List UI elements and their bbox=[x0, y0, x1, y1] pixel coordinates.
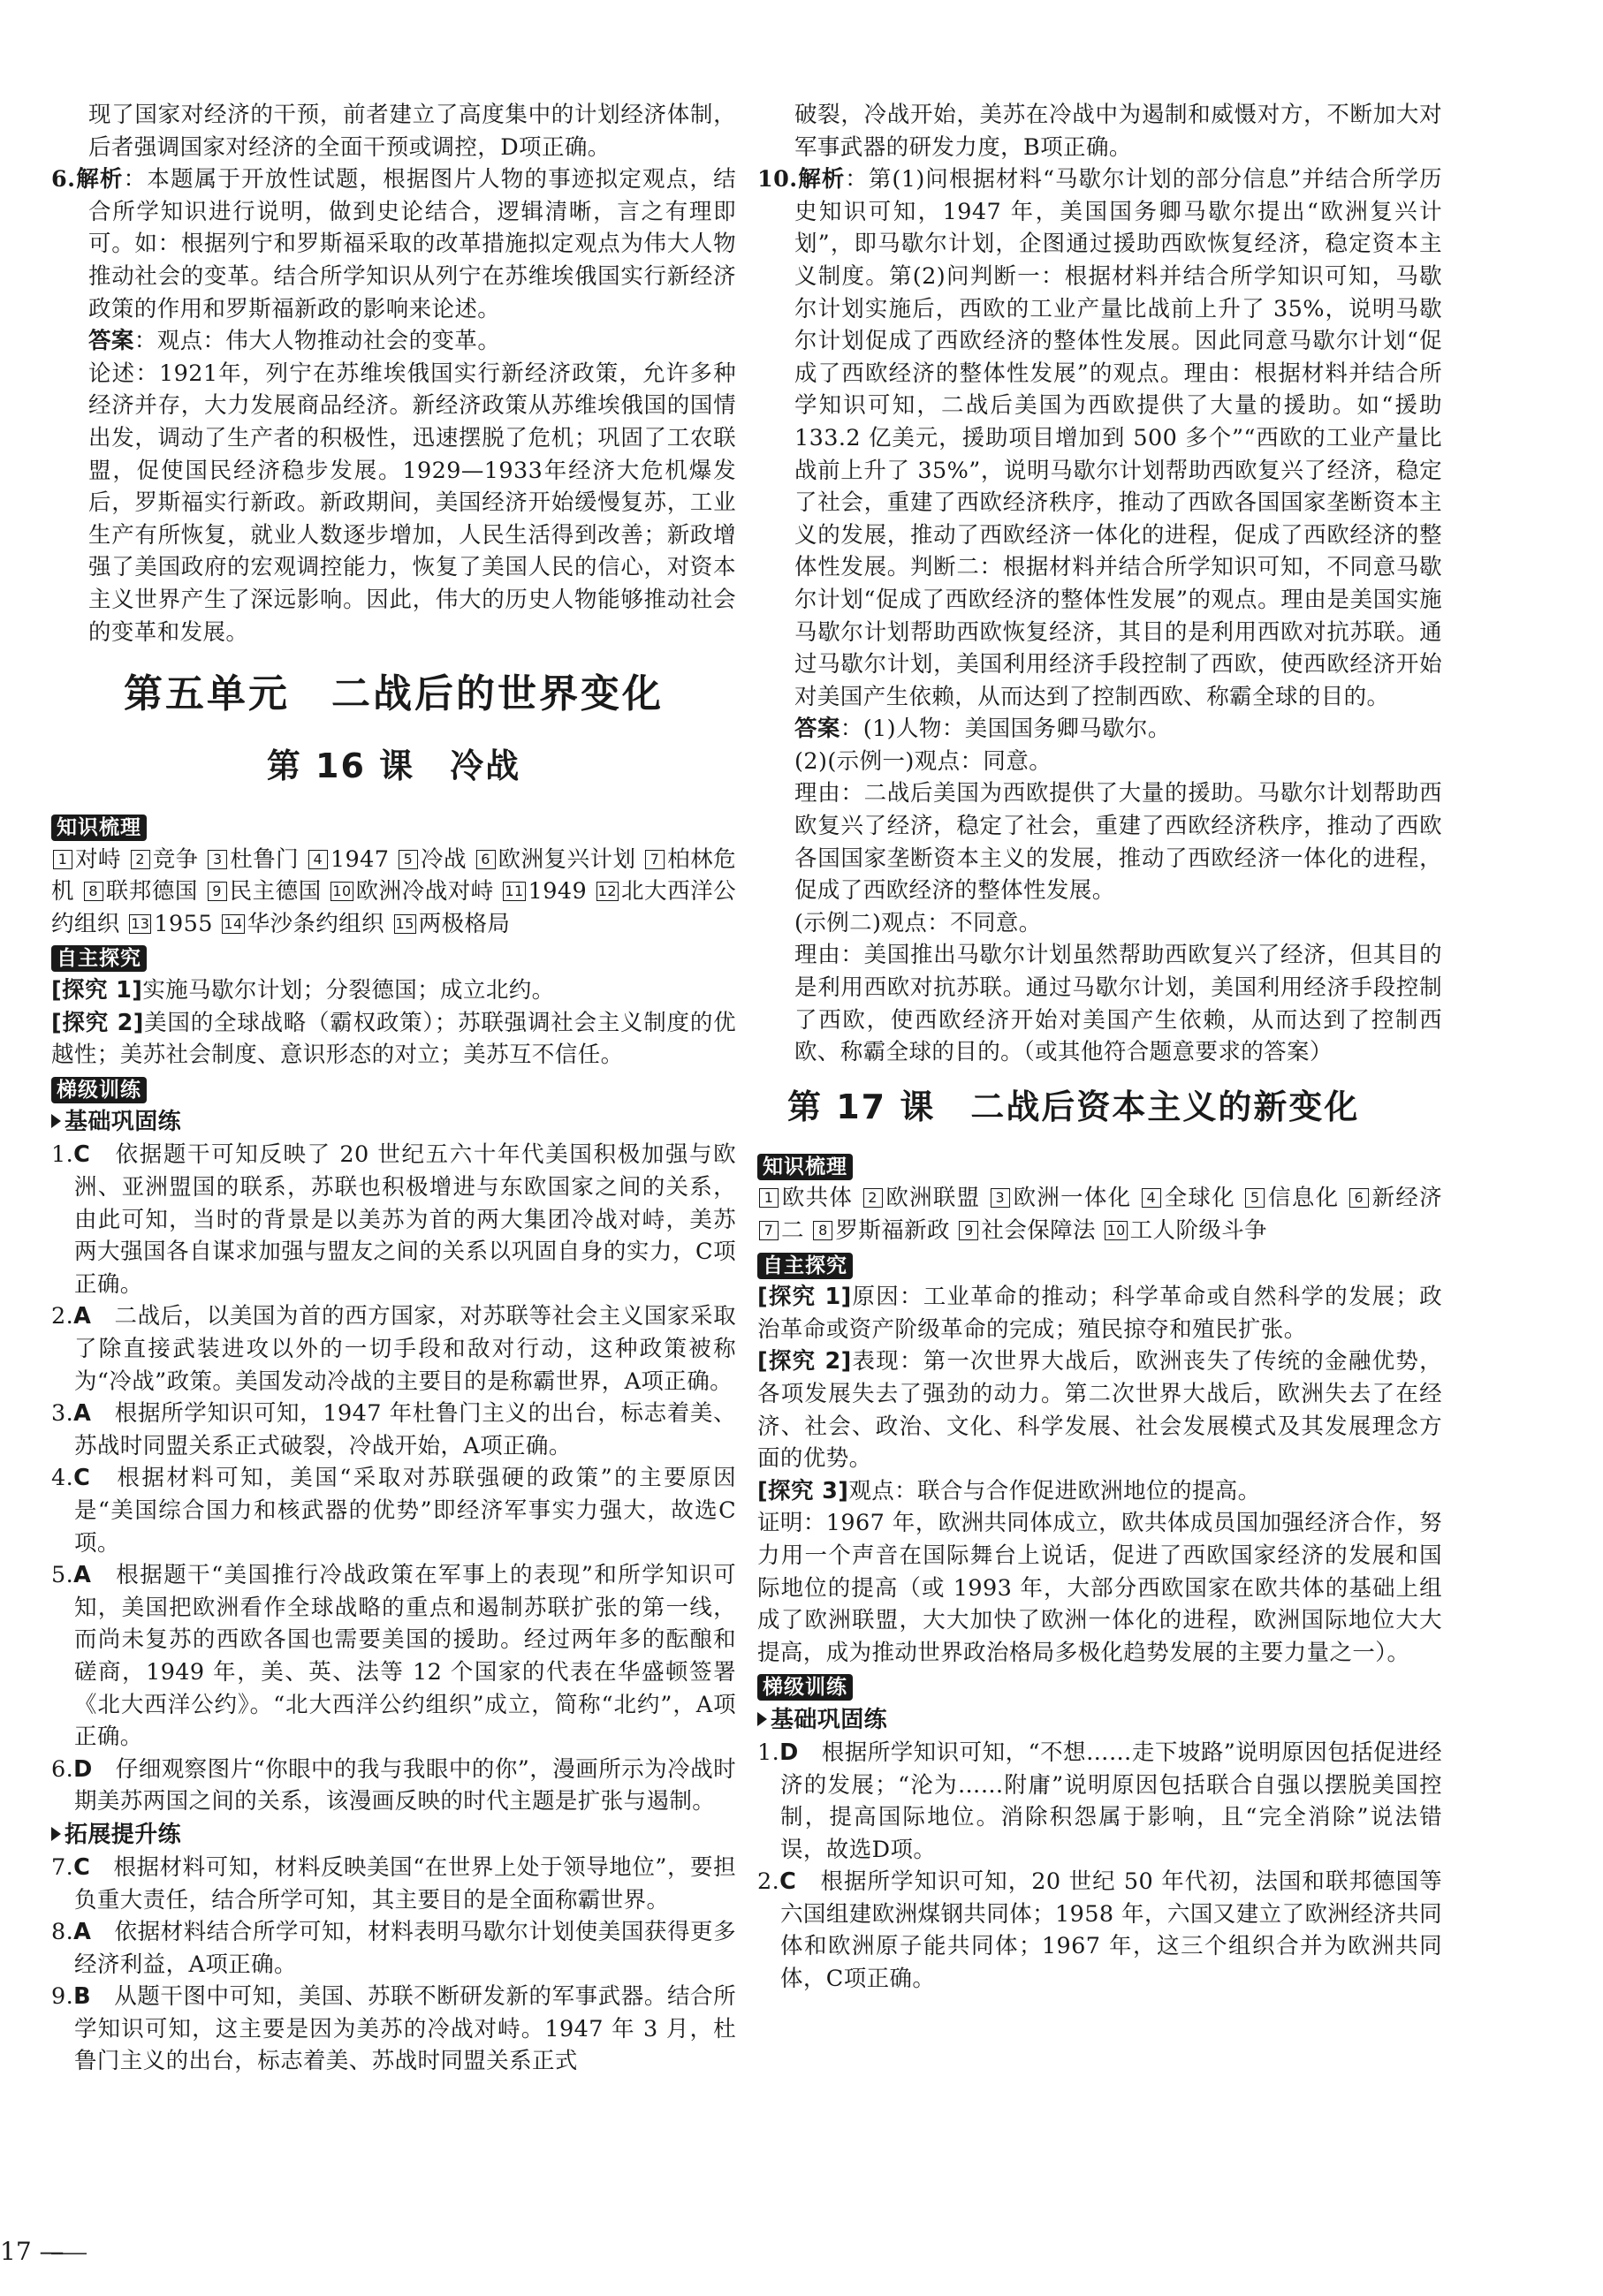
q5-continuation: 现了国家对经济的干预，前者建立了高度集中的计划经济体制，后者强调国家对经济的全面干预或调控，D项正确。 bbox=[88, 102, 736, 161]
question-item bbox=[51, 1916, 736, 1981]
answer-letter: C bbox=[73, 1141, 91, 1169]
knowledge-item bbox=[757, 1185, 853, 1211]
item-text: 对峙 bbox=[75, 845, 122, 873]
question-number: 8. bbox=[51, 1919, 74, 1946]
explore16-2: [探究 2]美国的全球战略（霸权政策）；苏联强调社会主义制度的优越性；美苏社会制度、意识形态的对立；美苏互不信任。 bbox=[51, 1009, 736, 1069]
item-text: 欧共体 bbox=[781, 1185, 854, 1212]
knowledge-item bbox=[757, 1217, 804, 1244]
item-number-box: 1 bbox=[759, 1188, 779, 1208]
item-text: 二 bbox=[781, 1217, 804, 1244]
question-number: 9. bbox=[51, 1983, 74, 2011]
item-text: 1949 bbox=[528, 878, 588, 906]
question-item bbox=[51, 1300, 736, 1398]
question-item bbox=[51, 1398, 736, 1462]
answer-letter: A bbox=[73, 1919, 92, 1946]
subsection-extend: 拓展提升练 bbox=[51, 1818, 736, 1852]
knowledge-item bbox=[129, 846, 199, 873]
item-number-box: 5 bbox=[1245, 1188, 1265, 1208]
question-explanation: 仔细观察图片“你眼中的我与我眼中的你”，漫画所示为冷战时期美苏两国之间的关系，该漫画反映的时代主题是扩张与遏制。 bbox=[74, 1755, 736, 1815]
item-number-box: 4 bbox=[1142, 1188, 1161, 1208]
knowledge16-list bbox=[51, 844, 736, 941]
answer-letter: C bbox=[779, 1868, 797, 1896]
knowledge-item bbox=[127, 911, 213, 937]
item-text: 杜鲁门 bbox=[230, 845, 300, 873]
answer-letter: D bbox=[73, 1755, 93, 1783]
triangle-icon bbox=[757, 1712, 767, 1726]
item-text: 华沙条约组织 bbox=[247, 910, 384, 937]
section-tag-training: 梯级训练 bbox=[51, 1077, 147, 1103]
question-explanation: 依据材料结合所学可知，材料表明马歇尔计划使美国获得更多经济利益，A项正确。 bbox=[74, 1919, 736, 1978]
item-number-box: 6 bbox=[1349, 1188, 1369, 1208]
item-number-box: 6 bbox=[476, 850, 496, 869]
item-number-box: 7 bbox=[759, 1221, 779, 1240]
question-item bbox=[757, 1737, 1442, 1866]
item-number-box: 1 bbox=[53, 850, 72, 869]
question-number: 2. bbox=[757, 1868, 780, 1896]
explore17-3: [探究 3]观点：联合与合作促进欧洲地位的提高。 bbox=[757, 1477, 1261, 1504]
item-text: 民主德国 bbox=[229, 878, 322, 906]
item-number-box: 12 bbox=[597, 883, 617, 900]
knowledge-item bbox=[206, 878, 322, 905]
question-number: 1. bbox=[757, 1739, 780, 1766]
question-explanation: 根据所学知识可知，“不想……走下坡路”说明原因包括促进经济的发展；“沦为……附庸”说明原因包括联合自强以摆脱美国控制，提高国际地位。消除积怨属于影响，且“完全消除”说法错误，故选D项。 bbox=[780, 1739, 1442, 1863]
q6-answer: 答案：观点：伟大人物推动社会的变革。 bbox=[88, 328, 501, 355]
q10-ex1-view: (2)(示例一)观点：同意。 bbox=[794, 747, 1052, 775]
item-number-box: 8 bbox=[813, 1221, 832, 1240]
explore16-1: [探究 1]实施马歇尔计划；分裂德国；成立北约。 bbox=[51, 977, 555, 1004]
knowledge17-list bbox=[757, 1182, 1442, 1247]
knowledge-item bbox=[397, 846, 467, 873]
item-number-box: 14 bbox=[224, 914, 243, 932]
item-number-box: 9 bbox=[208, 882, 227, 901]
item-text: 罗斯福新政 bbox=[835, 1217, 950, 1244]
item-text: 柏林危机 bbox=[51, 845, 737, 906]
knowledge-item bbox=[475, 846, 636, 873]
q10-ex1-reason: 理由：二战后美国为西欧提供了大量的援助。马歇尔计划帮助西欧复兴了经济，稳定了社会，重建了西欧经济秩序，推动了西欧各国国家垄断资本主义的发展，推动了西欧经济一体化的进程，促成了西欧经济的整体性发展。 bbox=[794, 780, 1442, 905]
question-explanation: 根据所学知识可知，1947 年杜鲁门主义的出台，标志着美、苏战时同盟关系正式破裂，冷战开始，A项正确。 bbox=[74, 1400, 737, 1459]
question-number: 3. bbox=[51, 1400, 74, 1428]
item-text: 1955 bbox=[154, 910, 213, 937]
item-number-box: 4 bbox=[308, 850, 328, 869]
knowledge-item bbox=[329, 878, 493, 905]
section-tag-explore: 自主探究 bbox=[757, 1253, 853, 1279]
question-explanation: 根据材料可知，材料反映美国“在世界上处于领导地位”，要担负重大责任，结合所学可知，其主要目的是全面称霸世界。 bbox=[74, 1853, 736, 1913]
question-explanation: 根据所学知识可知，20 世纪 50 年代初，法国和联邦德国等六国组建欧洲煤钢共同体；1958 年，六国又建立了欧洲经济共同体和欧洲原子能共同体；1967 年，这三个组织合并为欧洲共同体，C项正确。 bbox=[780, 1868, 1442, 1993]
item-text: 两极格局 bbox=[418, 910, 511, 937]
knowledge-item bbox=[957, 1217, 1096, 1244]
answer-letter: A bbox=[73, 1303, 92, 1330]
question-item bbox=[51, 1981, 736, 2078]
knowledge-item bbox=[392, 911, 511, 937]
answer-letter: C bbox=[73, 1465, 91, 1492]
basic16-list bbox=[51, 1139, 736, 1817]
question-item bbox=[51, 1852, 736, 1916]
unit-title: 第五单元 二战后的世界变化 bbox=[124, 671, 664, 717]
q10-ex2-view: (示例二)观点：不同意。 bbox=[794, 909, 1042, 936]
knowledge-item bbox=[811, 1217, 950, 1244]
knowledge-item bbox=[206, 846, 299, 873]
question-item bbox=[51, 1754, 736, 1818]
right-column bbox=[757, 99, 1442, 1996]
page-number: 17 — bbox=[0, 2237, 65, 2266]
item-text: 冷战 bbox=[420, 845, 467, 873]
triangle-icon bbox=[51, 1827, 61, 1841]
question-number: 2. bbox=[51, 1303, 74, 1330]
q6-analysis: 6.解析：本题属于开放性试题，根据图片人物的事迹拟定观点，结合所学知识进行说明，做到史论结合，逻辑清晰，言之有理即可。如：根据列宁和罗斯福采取的改革措施拟定观点为伟大人物推动社会的变革。结合所学知识从列宁在苏维埃俄国实行新经济政策的作用和罗斯福新政的影响来论述。 bbox=[51, 166, 736, 322]
knowledge-item bbox=[82, 878, 198, 905]
knowledge-item bbox=[501, 878, 587, 905]
answer-letter: A bbox=[73, 1562, 92, 1589]
section-tag-training: 梯级训练 bbox=[757, 1674, 853, 1701]
item-number-box: 7 bbox=[645, 850, 665, 869]
answer-letter: B bbox=[73, 1983, 91, 2011]
section-tag-knowledge: 知识梳理 bbox=[757, 1154, 853, 1180]
item-number-box: 13 bbox=[131, 914, 150, 932]
triangle-icon bbox=[51, 1114, 61, 1128]
knowledge-item bbox=[51, 846, 121, 873]
item-number-box: 11 bbox=[505, 883, 524, 900]
knowledge-item bbox=[1348, 1185, 1442, 1211]
item-number-box: 3 bbox=[208, 850, 227, 869]
ext16-list bbox=[51, 1852, 736, 2078]
item-number-box: 5 bbox=[399, 850, 418, 869]
item-text: 1947 bbox=[330, 845, 390, 873]
item-text: 全球化 bbox=[1163, 1185, 1235, 1212]
question-item bbox=[51, 1559, 736, 1754]
proof-paragraph: 证明：1967 年，欧洲共同体成立，欧共体成员国加强经济合作，努力用一个声音在国际舞台上说话，促进了西欧国家经济的发展和国际地位的提高（或 1993 年，大部分西欧国家在欧共体的基础上组成了欧洲联盟，大大加快了欧洲一体化的进程，欧洲国际地位大大提高，成为推动世界政治格局多极化趋势发展的主要力量之一）。 bbox=[757, 1510, 1442, 1666]
question-item bbox=[51, 1462, 736, 1559]
knowledge-item bbox=[1140, 1185, 1235, 1211]
item-text: 欧洲复兴计划 bbox=[498, 845, 636, 873]
item-number-box: 3 bbox=[991, 1188, 1010, 1208]
knowledge-item bbox=[307, 846, 390, 873]
item-text: 社会保障法 bbox=[981, 1217, 1096, 1244]
question-number: 1. bbox=[51, 1141, 74, 1169]
item-text: 工人阶级斗争 bbox=[1129, 1217, 1268, 1244]
question-explanation: 依据题干可知反映了 20 世纪五六十年代美国积极加强与欧洲、亚洲盟国的联系，苏联也积极增进与东欧国家之间的关系，由此可知，当时的背景是以美苏为首的两大集团冷战对峙，美苏两大强国各自谋求加强与盟友之间的关系以巩固自身的实力，C项正确。 bbox=[74, 1141, 736, 1298]
answer-letter: A bbox=[73, 1400, 92, 1428]
item-number-box: 9 bbox=[959, 1221, 978, 1240]
item-number-box: 10 bbox=[332, 883, 352, 900]
item-number-box: 15 bbox=[395, 914, 414, 932]
section-tag-explore: 自主探究 bbox=[51, 945, 147, 972]
question-number: 5. bbox=[51, 1562, 74, 1589]
question-number: 4. bbox=[51, 1465, 74, 1492]
item-text: 欧洲冷战对峙 bbox=[355, 878, 494, 906]
item-number-box: 2 bbox=[131, 850, 150, 869]
item-number-box: 2 bbox=[863, 1188, 883, 1208]
subsection-basic: 基础巩固练 bbox=[51, 1105, 736, 1139]
item-text: 欧洲联盟 bbox=[885, 1185, 981, 1212]
item-text: 欧洲一体化 bbox=[1012, 1185, 1132, 1212]
knowledge-item bbox=[1103, 1217, 1267, 1244]
q10-ex2-reason: 理由：美国推出马歇尔计划虽然帮助西欧复兴了经济，但其目的是利用西欧对抗苏联。通过马歇尔计划，美国利用经济手段控制了西欧，使西欧经济开始对美国产生依赖，从而达到了控制西欧、称霸全球的目的。（或其他符合题意要求的答案） bbox=[794, 942, 1442, 1066]
question-explanation: 根据题干“美国推行冷战政策在军事上的表现”和所学知识可知，美国把欧洲看作全球战略的重点和遏制苏联扩张的第一线，而尚未复苏的西欧各国也需要美国的援助。经过两年多的酝酿和磋商，1949 年，美、英、法等 12 个国家的代表在华盛顿签署《北大西洋公约》。“北大西洋公约组织”成立，简称“北约”，A项正确。 bbox=[74, 1562, 737, 1751]
explore17-1: [探究 1]原因：工业革命的推动；科学革命或自然科学的发展；政治革命或资产阶级革命的完成；殖民掠夺和殖民扩张。 bbox=[757, 1284, 1442, 1343]
lesson16-title: 第 16 课 冷战 bbox=[266, 746, 521, 786]
question-number: 7. bbox=[51, 1853, 74, 1881]
q9-continuation: 破裂，冷战开始，美苏在冷战中为遏制和威慑对方，不断加大对军事武器的研发力度，B项正确。 bbox=[794, 102, 1442, 161]
subsection-basic: 基础巩固练 bbox=[757, 1703, 1442, 1737]
item-text: 竞争 bbox=[152, 845, 199, 873]
question-number: 6. bbox=[51, 1755, 74, 1783]
lesson17-title: 第 17 课 二战后资本主义的新变化 bbox=[787, 1087, 1360, 1126]
question-explanation: 从题干图中可知，美国、苏联不断研发新的军事武器。结合所学知识可知，这主要是因为美苏的冷战对峙。1947 年 3 月，杜鲁门主义的出台，标志着美、苏战时同盟关系正式 bbox=[74, 1983, 736, 2075]
q10-analysis: 10.解析：第(1)问根据材料“马歇尔计划的部分信息”并结合所学历史知识可知，1947 年，美国国务卿马歇尔提出“欧洲复兴计划”，即马歇尔计划，企图通过援助西欧恢复经济，稳定资本主义制度。第(2)问判断一：根据材料并结合所学知识可知，马歇尔计划实施后，西欧的工业产量比战前上升了 35%，说明马歇尔计划促成了西欧经济的整体性发展。因此同意马歇尔计划“促成了西欧经济的整体性发展”的观点。理由：根据材料并结合所学知识可知，二战后美国为西欧提供了大量的援助。如“援助 133.2 亿美元，援助项目增加到 500 多个”“西欧的工业产量比战前上升了 35%”，说明马歇尔计划帮助西欧复兴了经济，稳定了社会，重建了西欧经济秩序，推动了西欧各国国家垄断资本主义的发展，推动了西欧经济一体化的进程，促成了西欧经济的整体性发展。判断二：根据材料并结合所学知识可知，不同意马歇尔计划“促成了西欧经济的整体性发展”的观点。理由是美国实施马歇尔计划帮助西欧恢复经济，其目的是利用西欧对抗苏联。通过马歇尔计划，美国利用经济手段控制了西欧，使西欧经济开始对美国产生依赖，从而达到了控制西欧、称霸全球的目的。 bbox=[757, 166, 1442, 710]
item-number-box: 8 bbox=[84, 882, 103, 901]
item-number-box: 10 bbox=[1106, 1222, 1126, 1239]
left-column bbox=[51, 99, 736, 2078]
item-text: 联邦德国 bbox=[105, 878, 198, 906]
knowledge-item bbox=[862, 1185, 981, 1211]
item-text: 北大西洋公约组织 bbox=[51, 878, 737, 937]
answer-letter: D bbox=[779, 1739, 799, 1766]
explore17-2: [探究 2]表现：第一次世界大战后，欧洲丧失了传统的金融优势，各项发展失去了强劲的动力。第二次世界大战后，欧洲失去了在经济、社会、政治、文化、科学发展、社会发展模式及其发展理念方面的优势。 bbox=[757, 1348, 1442, 1473]
q6-argument: 论述：1921年，列宁在苏维埃俄国实行新经济政策，允许多种经济并存，大力发展商品经济。新经济政策从苏维埃俄国的国情出发，调动了生产者的积极性，迅速摆脱了危机；巩固了工农联盟，促使国民经济稳步发展。1929—1933年经济大危机爆发后，罗斯福实行新政。新政期间，美国经济开始缓慢复苏，工业生产有所恢复，就业人数逐步增加，人民生活得到改善；新政增强了美国政府的宏观调控能力，恢复了美国人民的信心，对资本主义世界产生了深远影响。因此，伟大的历史人物能够推动社会的变革和发展。 bbox=[88, 360, 736, 646]
question-explanation: 根据材料可知，美国“采取对苏联强硬的政策”的主要原因是“美国综合国力和核武器的优势”即经济军事实力强大，故选C项。 bbox=[74, 1465, 736, 1557]
item-text: 新经济 bbox=[1371, 1185, 1443, 1212]
question-item bbox=[757, 1866, 1442, 1995]
knowledge-item bbox=[220, 911, 384, 937]
question-item bbox=[51, 1139, 736, 1300]
question-explanation: 二战后，以美国为首的西方国家，对苏联等社会主义国家采取了除直接武装进攻以外的一切手段和敌对行动，这种政策被称为“冷战”政策。美国发动冷战的主要目的是称霸世界，A项正确。 bbox=[74, 1303, 736, 1395]
knowledge-item bbox=[989, 1185, 1132, 1211]
answer-letter: C bbox=[73, 1853, 91, 1881]
q10-answer: 答案：(1)人物：美国国务卿马歇尔。 bbox=[794, 716, 1171, 743]
basic17-list bbox=[757, 1737, 1442, 1996]
knowledge-item bbox=[1243, 1185, 1339, 1211]
section-tag-knowledge: 知识梳理 bbox=[51, 815, 147, 841]
item-text: 信息化 bbox=[1267, 1185, 1340, 1212]
